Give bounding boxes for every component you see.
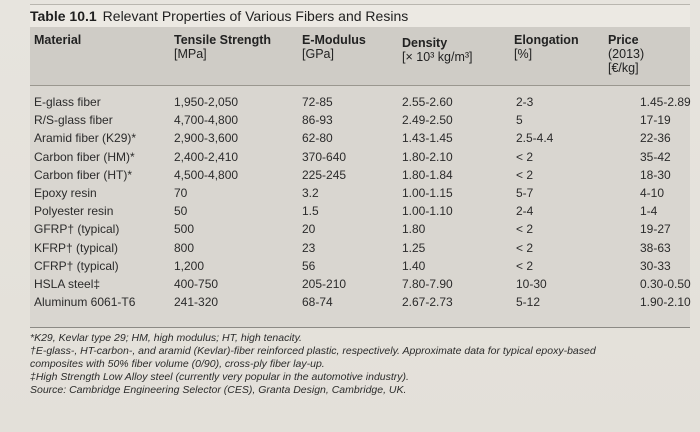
cell-density: 2.55-2.60: [402, 95, 453, 109]
cell-e-modulus: 20: [302, 222, 316, 237]
cell-price: 17-19: [640, 113, 671, 128]
cell-tensile-strength: 4,700-4,800: [174, 113, 239, 128]
cell-price: 30-33: [640, 258, 671, 273]
table-footnotes: [30, 332, 690, 397]
cell-material: KFRP† (typical): [34, 240, 119, 255]
footnote: †E-glass-, HT-carbon-, and aramid (Kevlar)-fiber reinforced plastic, respectively. Approximate data for typical epoxy-based: [30, 345, 596, 357]
cell-price: 35-42: [640, 149, 671, 164]
cell-material: HSLA steel‡: [34, 277, 101, 291]
cell-tensile-strength: 800: [174, 240, 195, 255]
cell-material: Epoxy resin: [34, 186, 97, 200]
cell-e-modulus: 370-640: [302, 149, 347, 164]
cell-density: 1.00-1.15: [402, 186, 453, 200]
header-density: Density [× 10³ kg/m³]: [402, 36, 473, 64]
cell-elongation: 5: [516, 113, 523, 128]
header-tensile-strength: Tensile Strength [MPa]: [174, 33, 272, 61]
cell-price: 1.45-2.89: [640, 95, 691, 109]
footnote: ‡High Strength Low Alloy steel (currently very popular in the automotive industry).: [30, 371, 409, 383]
cell-density: 1.40: [402, 258, 426, 273]
cell-elongation: 10-30: [516, 277, 547, 291]
cell-price: 0.30-0.50: [640, 277, 691, 291]
cell-tensile-strength: 50: [174, 204, 188, 219]
cell-density: 1.43-1.45: [402, 131, 453, 146]
cell-tensile-strength: 1,200: [174, 258, 205, 273]
cell-elongation: < 2: [516, 222, 534, 237]
cell-e-modulus: 23: [302, 240, 316, 255]
table-number: Table 10.1: [30, 8, 97, 24]
cell-density: 1.80-2.10: [402, 149, 453, 164]
cell-e-modulus: 1.5: [302, 204, 319, 219]
cell-price: 19-27: [640, 222, 671, 237]
cell-e-modulus: 68-74: [302, 295, 333, 310]
cell-elongation: < 2: [516, 149, 534, 164]
cell-e-modulus: 225-245: [302, 167, 347, 182]
cell-elongation: 2.5-4.4: [516, 131, 554, 146]
cell-material: Carbon fiber (HT)*: [34, 167, 133, 182]
table-title: [30, 4, 690, 28]
cell-price: 18-30: [640, 167, 671, 182]
cell-density: 1.00-1.10: [402, 204, 453, 219]
cell-tensile-strength: 4,500-4,800: [174, 167, 239, 182]
cell-e-modulus: 72-85: [302, 95, 333, 109]
cell-density: 2.67-2.73: [402, 295, 453, 310]
table-header-row: [30, 27, 690, 86]
cell-e-modulus: 3.2: [302, 186, 319, 200]
cell-elongation: 5-7: [516, 186, 534, 200]
footnote: Source: Cambridge Engineering Selector (CES), Granta Design, Cambridge, UK.: [30, 384, 407, 396]
cell-tensile-strength: 500: [174, 222, 195, 237]
cell-price: 22-36: [640, 131, 671, 146]
cell-density: 7.80-7.90: [402, 277, 453, 291]
cell-elongation: < 2: [516, 240, 534, 255]
cell-e-modulus: 86-93: [302, 113, 333, 128]
cell-e-modulus: 56: [302, 258, 316, 273]
cell-elongation: 2-4: [516, 204, 534, 219]
cell-price: 4-10: [640, 186, 665, 200]
cell-tensile-strength: 1,950-2,050: [174, 95, 239, 109]
header-material: Material: [34, 33, 82, 47]
cell-tensile-strength: 70: [174, 186, 188, 200]
cell-elongation: < 2: [516, 258, 534, 273]
cell-material: E-glass fiber: [34, 95, 101, 109]
cell-elongation: < 2: [516, 167, 534, 182]
header-price: Price (2013) [€/kg]: [608, 33, 645, 75]
cell-density: 1.80-1.84: [402, 167, 453, 182]
cell-density: 1.80: [402, 222, 426, 237]
cell-elongation: 2-3: [516, 95, 534, 109]
cell-tensile-strength: 241-320: [174, 295, 219, 310]
cell-material: CFRP† (typical): [34, 258, 119, 273]
footnote: composites with 50% fiber volume (0/90), cross-ply fiber lay-up.: [30, 358, 325, 370]
footnote: *K29, Kevlar type 29; HM, high modulus; HT, high tenacity.: [30, 332, 302, 344]
cell-material: R/S-glass fiber: [34, 113, 113, 128]
cell-e-modulus: 62-80: [302, 131, 333, 146]
cell-material: Carbon fiber (HM)*: [34, 149, 135, 164]
cell-density: 1.25: [402, 240, 426, 255]
cell-tensile-strength: 2,900-3,600: [174, 131, 239, 146]
header-e-modulus: E-Modulus [GPa]: [302, 33, 366, 61]
cell-material: GFRP† (typical): [34, 222, 120, 237]
cell-price: 1.90-2.10: [640, 295, 691, 310]
cell-material: Aluminum 6061-T6: [34, 295, 136, 310]
cell-material: Aramid fiber (K29)*: [34, 131, 137, 146]
cell-e-modulus: 205-210: [302, 277, 347, 291]
cell-tensile-strength: 2,400-2,410: [174, 149, 239, 164]
cell-material: Polyester resin: [34, 204, 114, 219]
cell-price: 38-63: [640, 240, 671, 255]
cell-tensile-strength: 400-750: [174, 277, 219, 291]
header-elongation: Elongation [%]: [514, 33, 579, 61]
table-caption: Relevant Properties of Various Fibers and Resins: [102, 8, 409, 24]
cell-price: 1-4: [640, 204, 658, 219]
properties-table: [30, 27, 690, 328]
cell-elongation: 5-12: [516, 295, 541, 310]
cell-density: 2.49-2.50: [402, 113, 453, 128]
